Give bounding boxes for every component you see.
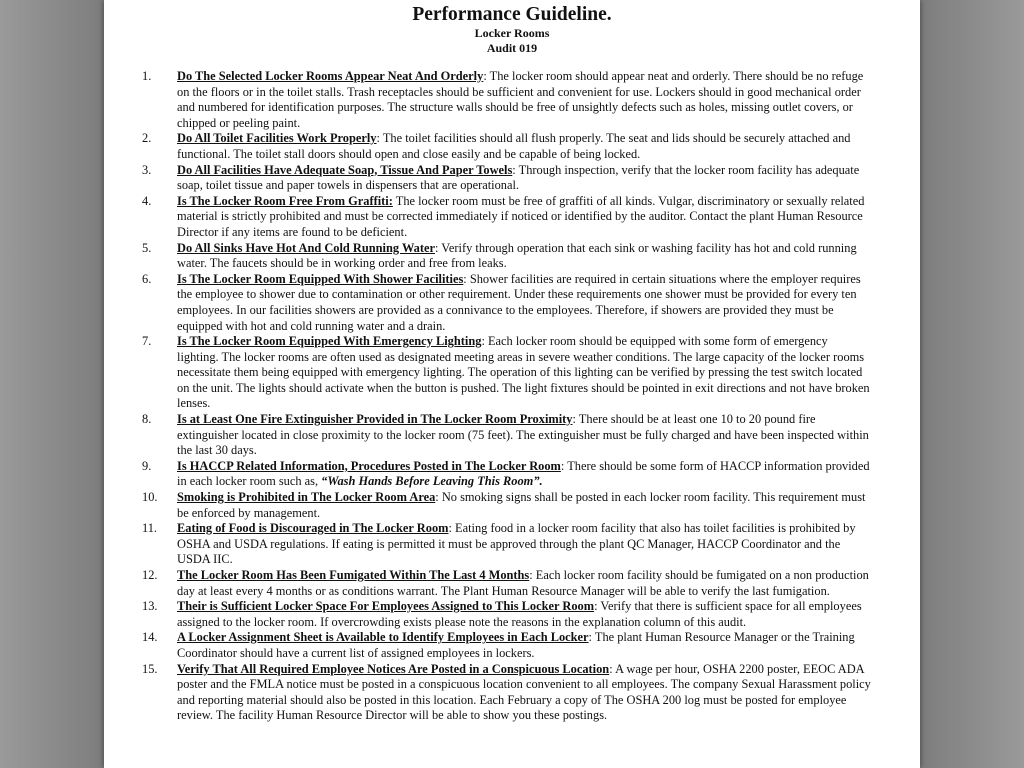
item-separator: : (560, 458, 565, 473)
guideline-list (142, 69, 872, 724)
item-separator: : (594, 599, 598, 614)
item-separator: : (435, 490, 439, 505)
viewer-background-left (0, 0, 104, 768)
item-body (177, 241, 872, 272)
item-separator: : (483, 69, 487, 83)
item-heading: Do All Facilities Have Adequate Soap, Tissue And Paper Towels (177, 162, 513, 177)
item-number: 12. (142, 568, 158, 582)
item-body (177, 490, 872, 521)
item-heading: Do All Toilet Facilities Work Properly (177, 131, 377, 146)
item-text: Verify through operation that each sink or washing facility has hot and cold running water. The faucets should be in working order and free from leaks. (177, 240, 857, 271)
item-number: 15. (142, 661, 158, 676)
item-text: Verify that there is sufficient space for all employees assigned to the locker room. If overcrowding exists please note the reasons in the explanation column of this audit. (177, 599, 862, 629)
item-heading: Do The Selected Locker Rooms Appear Neat And Orderly (177, 69, 484, 83)
guideline-item (142, 69, 872, 131)
item-number: 14. (142, 630, 158, 645)
item-separator: : (463, 271, 467, 286)
guideline-item (142, 334, 872, 412)
guideline-item (142, 241, 872, 272)
item-number: 9. (142, 458, 152, 473)
item-separator: : (434, 240, 439, 255)
item-body (177, 334, 872, 412)
item-heading: A Locker Assignment Sheet is Available to Identify Employees in Each Locker (177, 630, 589, 645)
item-number: 13. (142, 599, 158, 614)
item-separator: : (588, 630, 592, 645)
viewer-background-right (920, 0, 1024, 768)
item-text: There should be some form of HACCP information provided in each locker room such as, (177, 458, 870, 489)
guideline-item (142, 662, 872, 724)
guideline-item (142, 194, 872, 241)
item-text: Each locker room facility should be fumigated on a non production day at least every 4 months or as conditions warrant. The Plant Human Resource Manager will be able to verify the last fumigation. (177, 568, 869, 598)
item-heading: Is The Locker Room Equipped With Emergency Lighting (177, 334, 482, 349)
item-body (177, 568, 872, 599)
item-number: 10. (142, 490, 158, 505)
item-text: The locker room should appear neat and orderly. There should be no refuge on the floors or in the toilet stalls. Trash receptacles should be sufficient and convenient for use. Lockers should in good mechanical order and numbered for identification purposes. The structure walls should be free of unsightly defects such as holes, missing outlet covers, or chipped or peeling paint. (177, 69, 864, 130)
guideline-item (142, 630, 872, 661)
item-separator: : (448, 521, 452, 536)
item-separator: : (376, 131, 380, 146)
item-heading: Is at Least One Fire Extinguisher Provided in The Locker Room Proximity (177, 412, 573, 427)
item-body (177, 69, 872, 131)
guideline-item (142, 599, 872, 630)
item-heading: Their is Sufficient Locker Space For Employees Assigned to This Locker Room (177, 599, 595, 614)
item-text: No smoking signs shall be posted in each locker room facility. This requirement must be enforced by management. (177, 490, 866, 520)
item-body (177, 272, 872, 334)
item-text: Eating food in a locker room facility that also has toilet facilities is prohibited by OSHA and USDA regulations. If eating is permitted it must be approved through the plant QC Manager, HACCP Coordinator and the USDA IIC. (177, 521, 856, 567)
item-body (177, 163, 872, 194)
item-body (177, 194, 872, 241)
item-number: 5. (142, 240, 152, 255)
document-title: Performance Guideline. (412, 4, 612, 25)
item-heading: Smoking is Prohibited in The Locker Room Area (177, 490, 436, 505)
item-text: The locker room must be free of graffiti of all kinds. Vulgar, discriminatory or sexually related material is strictly prohibited and must be corrected immediately if noticed or identified by the auditor. Contact the plant Human Resource Director if any items are found to be deficient. (177, 193, 865, 239)
item-heading: Is The Locker Room Free From Graffiti: (177, 193, 393, 208)
item-number: 6. (142, 271, 152, 286)
item-number: 4. (142, 193, 152, 208)
item-separator: : (512, 162, 516, 177)
item-body (177, 630, 872, 661)
item-heading: The Locker Room Has Been Fumigated Within The Last 4 Months (177, 568, 530, 582)
guideline-item (142, 412, 872, 459)
item-separator: : (609, 661, 613, 676)
guideline-item (142, 131, 872, 162)
item-heading: Do All Sinks Have Hot And Cold Running Water (177, 240, 435, 255)
item-body (177, 412, 872, 459)
document-header (104, 0, 920, 56)
guideline-item (142, 272, 872, 334)
item-separator: : (481, 334, 485, 349)
guideline-item (142, 459, 872, 490)
guideline-item (142, 163, 872, 194)
item-number: 8. (142, 412, 152, 427)
item-text: Shower facilities are required in certain situations where the employer requires the employee to shower due to contamination or other requirement. Under these requirements one shower must be provided for every ten employees. In our facilities showers are provided as a connivance to the employees. Therefore, if showers are provided they must be equipped with hot and cold running water and a drain. (177, 271, 861, 333)
audit-number: Audit 019 (486, 41, 538, 55)
item-text: The toilet facilities should all flush properly. The seat and lids should be securely attached and functional. The toilet stall doors should open and close easily and be capable of being locked. (177, 131, 851, 161)
item-body (177, 662, 872, 724)
item-heading: Verify That All Required Employee Notices Are Posted in a Conspicuous Location (177, 661, 610, 676)
item-separator: : (529, 568, 533, 582)
item-text: A wage per hour, OSHA 2200 poster, EEOC ADA poster and the FMLA notice must be posted in a conspicuous location convenient to all employees. The company Sexual Harassment policy and reporting material should also be posted in this location. Each February a copy of The OSHA 200 log must be posted for employee review. The facility Human Resource Director will be able to show you these postings. (177, 661, 871, 723)
item-body (177, 131, 872, 162)
item-number: 3. (142, 162, 152, 177)
item-text: There should be at least one 10 to 20 pound fire extinguisher located in close proximity to the locker room (75 feet). The extinguisher must be fully charged and have been inspected within the last 30 days. (177, 412, 869, 458)
guideline-item (142, 568, 872, 599)
guideline-item (142, 521, 872, 568)
item-emphasis: “Wash Hands Before Leaving This Room”. (321, 474, 543, 489)
item-body (177, 599, 872, 630)
item-number: 2. (142, 131, 152, 146)
item-body (177, 459, 872, 490)
item-number: 7. (142, 334, 152, 349)
item-text: The plant Human Resource Manager or the Training Coordinator should have a current list of assigned employees in lockers. (177, 630, 855, 660)
item-number: 11. (142, 521, 158, 536)
item-heading: Is HACCP Related Information, Procedures Posted in The Locker Room (177, 458, 561, 473)
item-number: 1. (142, 69, 152, 83)
document-subtitle: Locker Rooms (474, 26, 550, 40)
guideline-item (142, 490, 872, 521)
item-text: Through inspection, verify that the locker room facility has adequate soap, toilet tissue and paper towels in dispensers that are operational. (177, 162, 860, 193)
document-page[interactable] (104, 0, 920, 768)
item-text: Each locker room should be equipped with some form of emergency lighting. The locker rooms are often used as designated meeting areas in severe weather conditions. The large capacity of the locker rooms necessitate them being equipped with emergency lighting. The operation of this lighting can be verified by pressing the test switch located on the unit. The lights should activate when the button is pushed. The light fixtures should be pointed in exit directions and not have broken lenses. (177, 334, 870, 411)
item-separator: : (572, 412, 576, 427)
item-body (177, 521, 872, 568)
item-heading: Eating of Food is Discouraged in The Locker Room (177, 521, 449, 536)
item-heading: Is The Locker Room Equipped With Shower Facilities (177, 271, 464, 286)
